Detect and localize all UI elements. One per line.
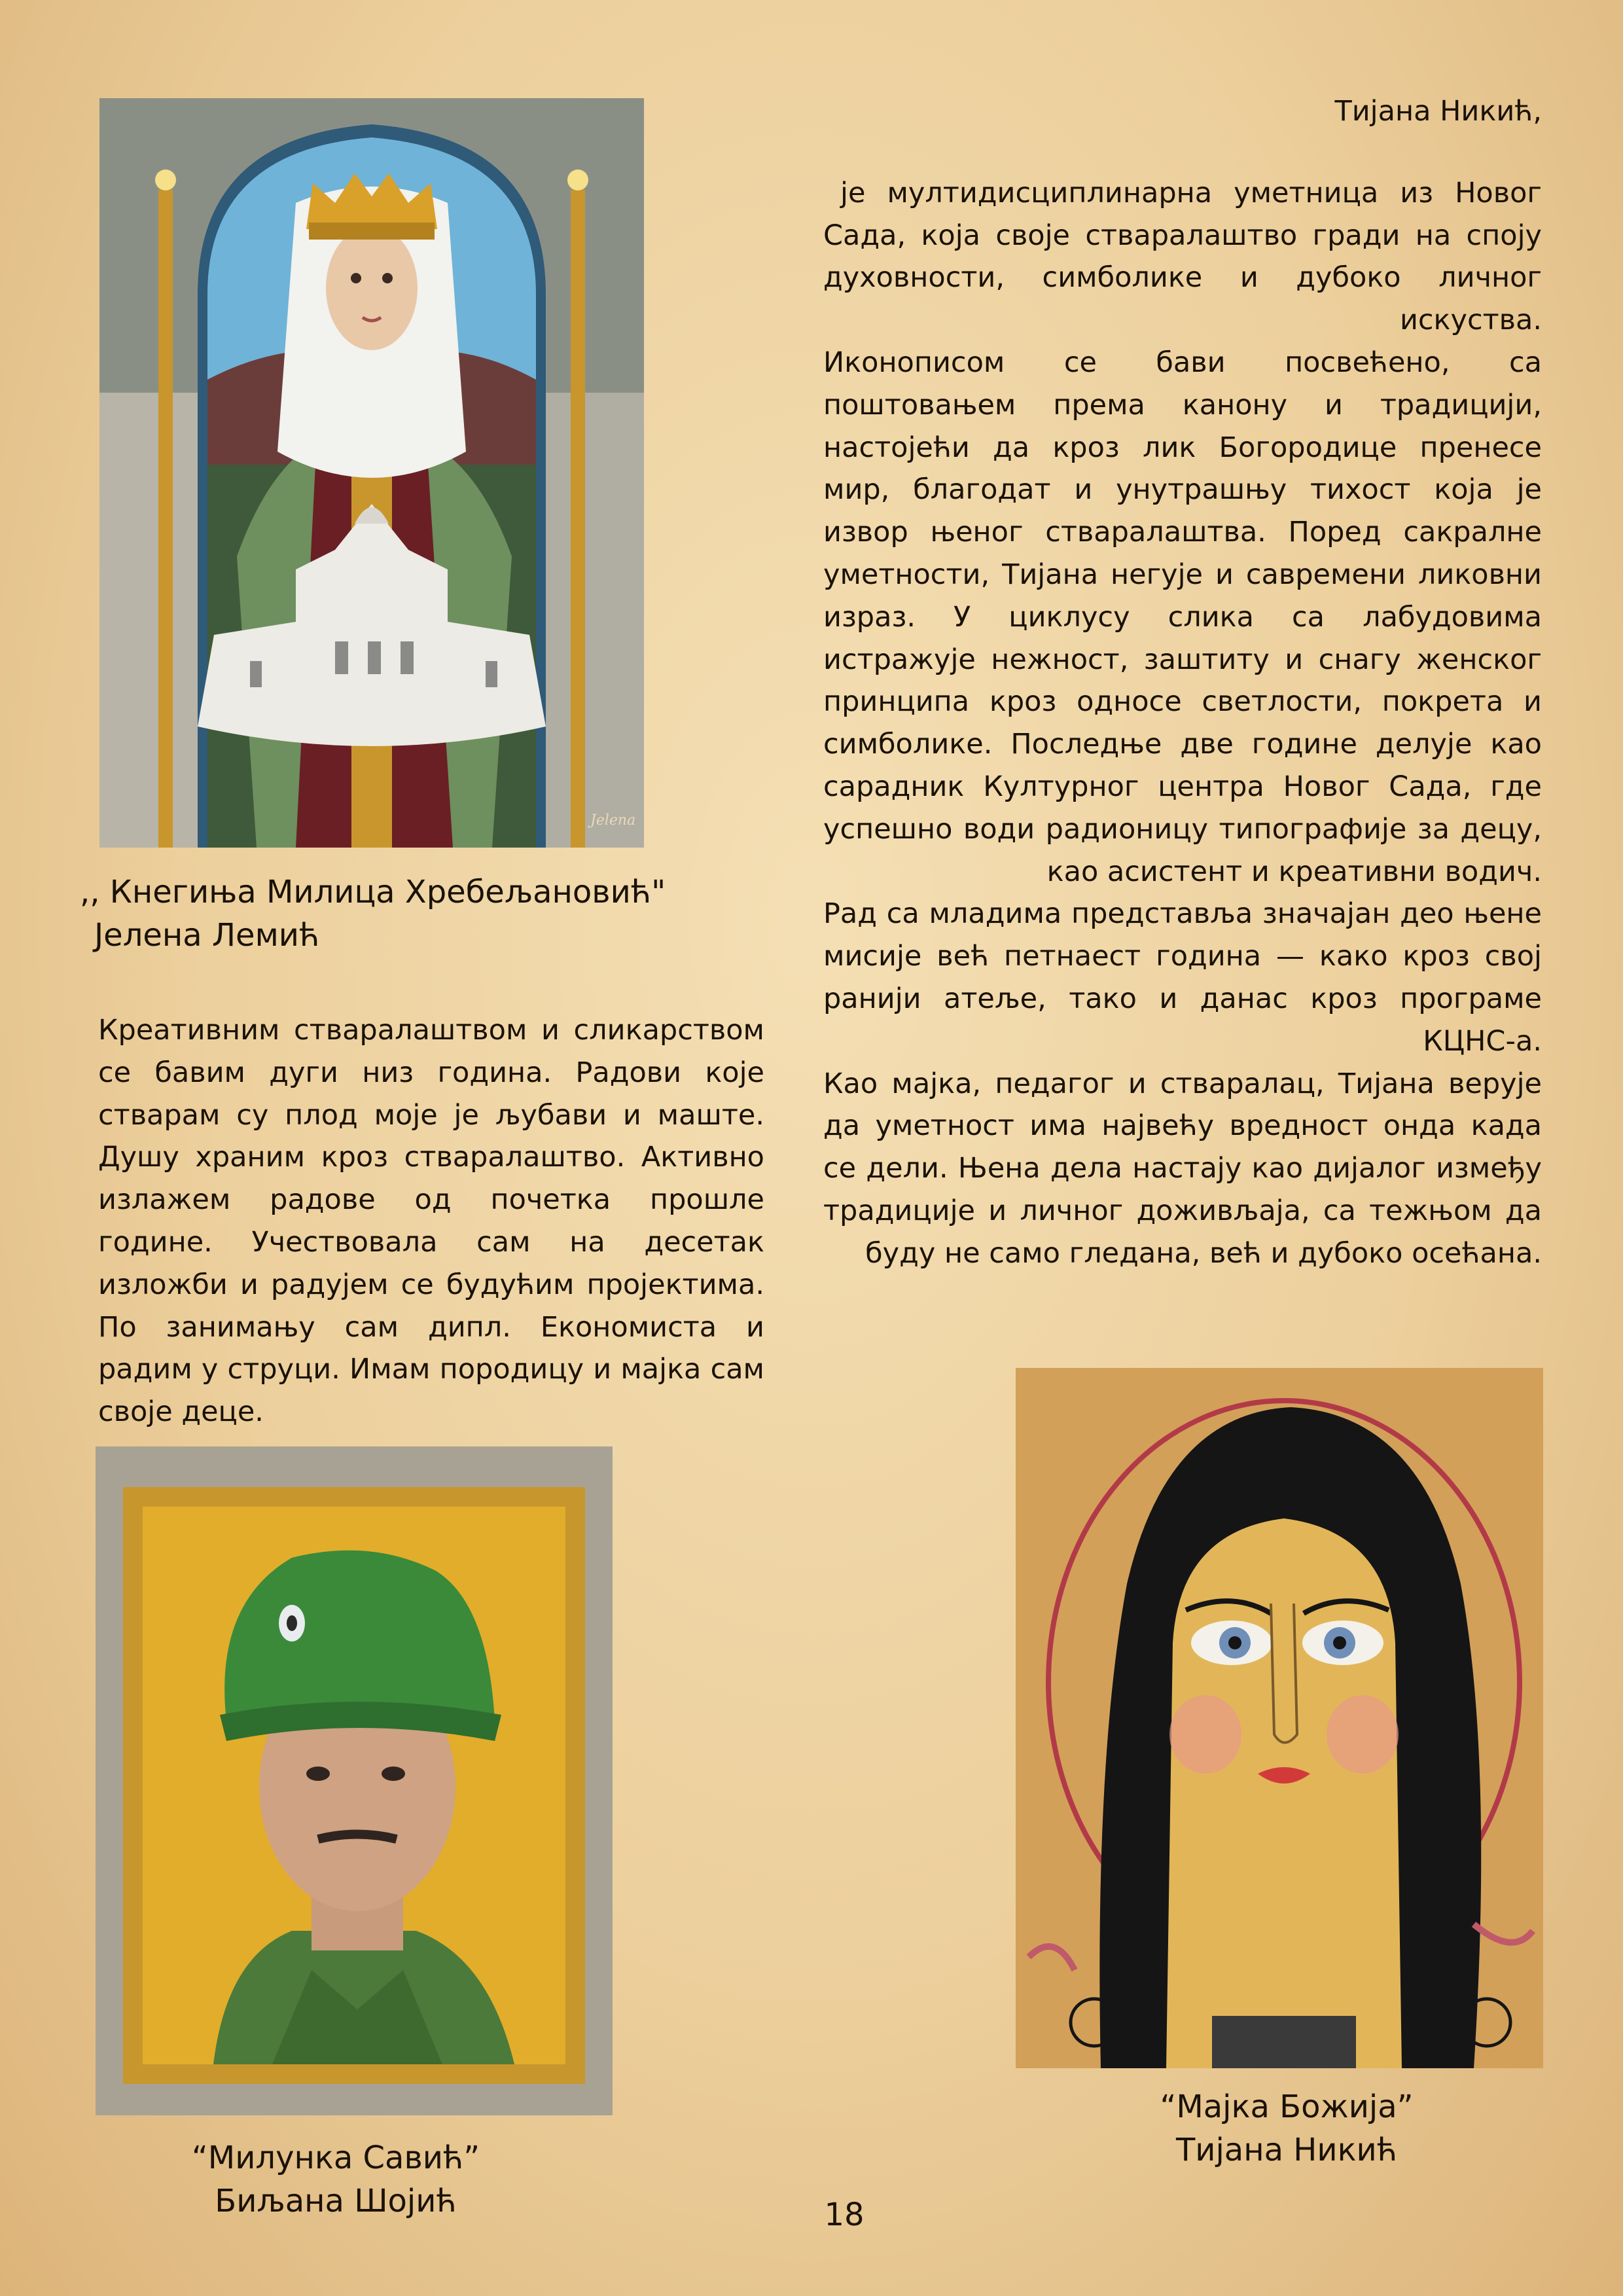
caption-painting-1 <box>80 870 734 957</box>
right-paragraph-1: је мултидисциплинарна уметница из Новог Сада, која своје стваралаштво гради на споју духовности, симболике и дубоко личног искуства. <box>823 176 1542 337</box>
painting-kneginja-milica <box>99 98 644 848</box>
right-paragraph-4: Као мајка, педагог и стваралац, Тијана верује да уметност има највећу вредност онда када се дели. Њена дела настају као дијалог између традиције и личног доживљаја, са тежњом да буду не само гледана, већ и дубоко осећана. <box>823 1067 1542 1270</box>
page-number: 18 <box>824 2197 865 2233</box>
caption-title: “Мајка Божија” <box>1160 2089 1414 2125</box>
left-paragraph: Креативним стваралаштвом и сликарством се бавим дуги низ година. Радови које стварам су плод моје је љубави и маште. Душу храним кроз стваралаштво. Активно излажем радове од почетка прошле године. Учествовала сам на десетак изложби и радујем се будућим пројектима. По занимању сам дипл. Економиста и радим у струци. Имам породицу и мајка сам своје деце. <box>98 1014 764 1429</box>
left-text-block <box>98 1009 764 1433</box>
caption-title: “Милунка Савић” <box>191 2140 480 2176</box>
right-text-block <box>823 90 1542 1275</box>
painting-majka-bozija <box>1016 1368 1543 2068</box>
painting-milunka-savic <box>96 1446 613 2115</box>
caption-title: ,, Кнегиња Милица Хребељановић" <box>80 874 666 910</box>
caption-painting-2 <box>139 2136 532 2223</box>
painting-signature: Jelena <box>590 812 636 829</box>
caption-author: Јелена Лемић <box>94 917 320 954</box>
caption-painting-3 <box>1090 2085 1483 2172</box>
right-paragraph-2: Иконописом се бави посвећено, са поштовањем према канону и традицији, настојећи да кроз лик Богородице пренесе мир, благодат и унутрашњу тихост која је извор њеног стваралаштва. Поред сакралне уметности, Тијана негује и савремени ликовни израз. У циклусу слика са лабудовима истражује нежност, заштиту и снагу женског принципа кроз односе светлости, покрета и симболике. Последње две године делује као сарадник Културног центра Новог Сада, где успешно води радионицу типографије за децу, као асистент и креативни водич. <box>823 346 1542 888</box>
caption-author: Тијана Никић <box>1175 2132 1398 2168</box>
caption-author: Биљана Шојић <box>215 2183 457 2219</box>
right-paragraph-3: Рад са младима представља значајан део њене мисије већ петнаест година — како кроз свој ранији атеље, тако и данас кроз програме КЦНС-а. <box>823 897 1542 1058</box>
right-author: Тијана Никић, <box>1334 95 1542 128</box>
